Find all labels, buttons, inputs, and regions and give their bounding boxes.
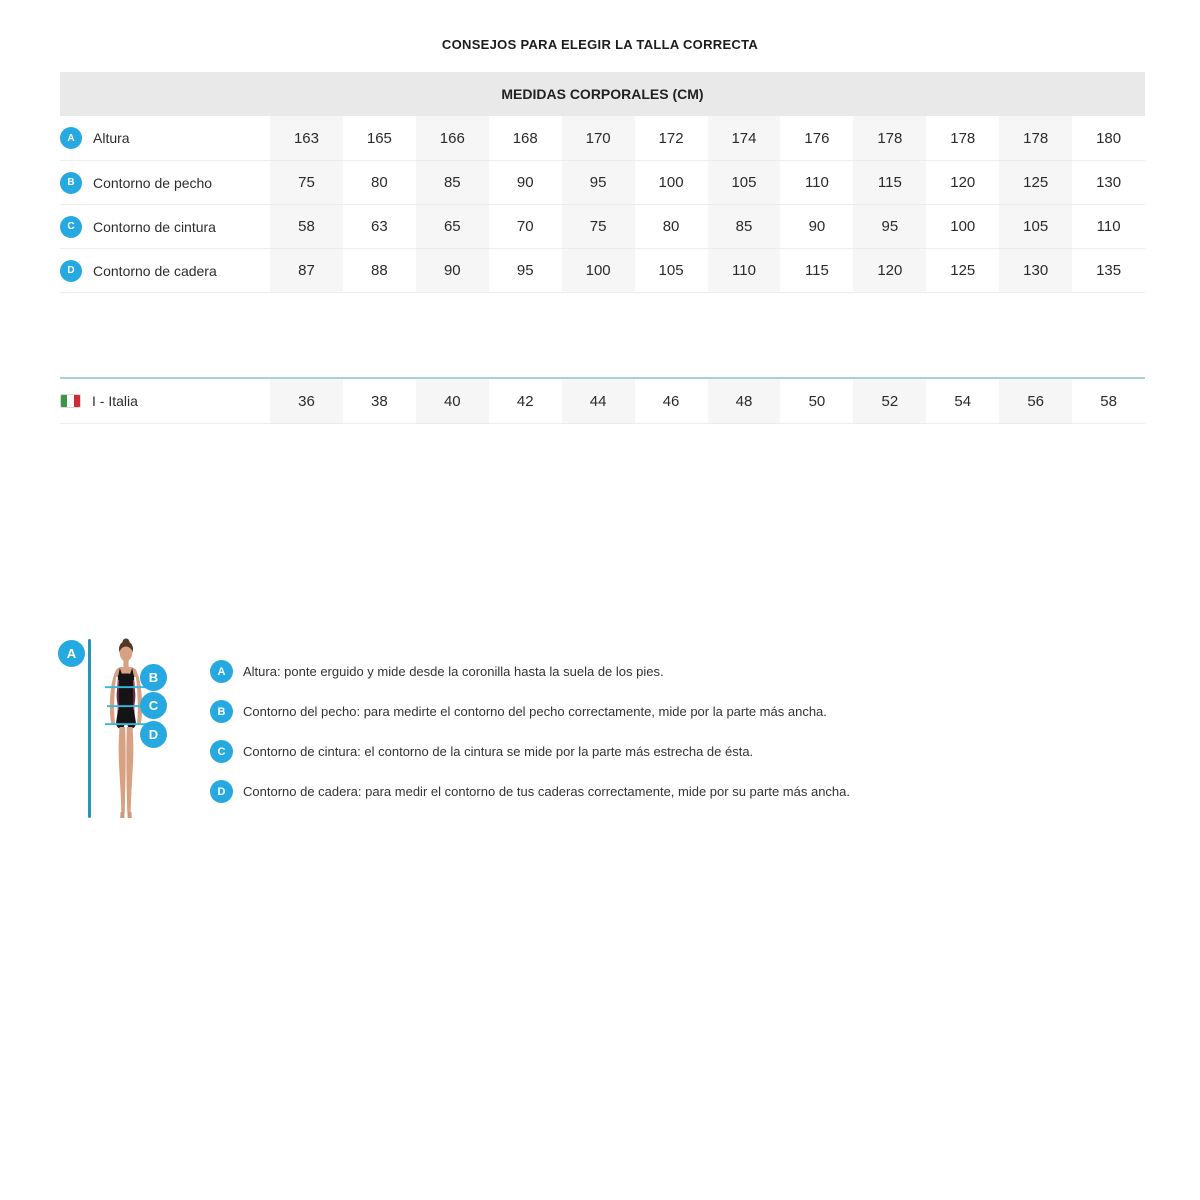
country-size-cell: 50 <box>808 392 826 410</box>
country-size-cell: 40 <box>416 379 489 423</box>
size-cell: 85 <box>416 161 489 204</box>
size-cell: 110 <box>708 249 781 292</box>
country-size-cell: 42 <box>516 392 534 410</box>
size-cell: 110 <box>1096 218 1121 235</box>
size-cell: 120 <box>950 174 976 191</box>
measure-letter-badge: B <box>60 172 82 194</box>
measure-letter-badge: D <box>60 260 82 282</box>
size-cell: 105 <box>708 161 781 204</box>
instruction-row-c <box>210 740 850 763</box>
country-size-cell: 38 <box>371 392 388 410</box>
size-cell: 75 <box>562 205 635 248</box>
size-cell: 90 <box>808 218 826 235</box>
size-cell: 100 <box>950 218 976 235</box>
size-cell: 125 <box>950 262 976 279</box>
size-cell: 178 <box>999 116 1072 160</box>
row-label-cell <box>60 249 270 292</box>
size-cell: 90 <box>516 174 534 191</box>
country-size-cell: 44 <box>562 379 635 423</box>
row-label: Contorno de cadera <box>93 262 217 279</box>
instruction-row-a <box>210 660 850 683</box>
size-cell: 115 <box>853 161 926 204</box>
size-cell: 163 <box>270 116 343 160</box>
size-cell: 95 <box>562 161 635 204</box>
figure-badge-b: B <box>140 664 167 691</box>
instruction-letter-badge: C <box>210 740 233 763</box>
size-cell: 170 <box>562 116 635 160</box>
figure-badge-a: A <box>58 640 85 667</box>
size-cell: 100 <box>562 249 635 292</box>
instruction-row-b <box>210 700 850 723</box>
instruction-text: Contorno del pecho: para medirte el contorno del pecho correctamente, mide por la parte más ancha. <box>243 704 827 719</box>
size-cell: 168 <box>512 129 538 147</box>
size-cell: 80 <box>371 174 388 191</box>
size-cell: 95 <box>516 262 534 279</box>
size-cell: 165 <box>366 129 392 147</box>
size-cell: 172 <box>658 129 684 147</box>
height-measure-line <box>88 639 91 818</box>
measurement-row-b <box>60 160 1145 204</box>
country-size-cell: 52 <box>853 379 926 423</box>
italy-flag-icon <box>60 394 81 408</box>
size-cell: 176 <box>804 129 830 147</box>
size-cell: 180 <box>1096 129 1122 147</box>
size-cell: 120 <box>853 249 926 292</box>
row-label: Altura <box>93 130 130 146</box>
measure-letter-badge: A <box>60 127 82 149</box>
size-cell: 90 <box>416 249 489 292</box>
instruction-letter-badge: D <box>210 780 233 803</box>
instruction-letter-badge: A <box>210 660 233 683</box>
country-size-cell: 36 <box>270 379 343 423</box>
size-cell: 75 <box>270 161 343 204</box>
row-label: Contorno de pecho <box>93 174 213 191</box>
figure-badge-c: C <box>140 692 167 719</box>
instruction-text: Contorno de cintura: el contorno de la cintura se mide por la parte más estrecha de ésta. <box>243 744 754 759</box>
country-label-cell <box>60 379 270 423</box>
size-cell: 178 <box>950 129 976 147</box>
size-cell: 110 <box>804 174 829 191</box>
size-cell: 65 <box>416 205 489 248</box>
size-cell: 178 <box>853 116 926 160</box>
size-cell: 63 <box>371 218 388 235</box>
size-cell: 130 <box>1096 174 1122 191</box>
page-title: CONSEJOS PARA ELEGIR LA TALLA CORRECTA <box>441 37 759 52</box>
country-size-row <box>60 377 1145 424</box>
country-size-cell: 58 <box>1100 392 1117 410</box>
country-size-cell: 54 <box>954 392 972 410</box>
size-cell: 70 <box>516 218 534 235</box>
instruction-text: Altura: ponte erguido y mide desde la coronilla hasta la suela de los pies. <box>243 664 664 679</box>
country-size-cell: 48 <box>708 379 781 423</box>
instruction-text: Contorno de cadera: para medir el contorno de tus caderas correctamente, mide por su parte más ancha. <box>243 784 850 799</box>
country-size-cell: 56 <box>999 379 1072 423</box>
size-cell: 105 <box>999 205 1072 248</box>
size-cell: 88 <box>371 262 388 279</box>
figure-badge-d: D <box>140 721 167 748</box>
row-label-cell <box>60 205 270 248</box>
size-cell: 174 <box>708 116 781 160</box>
table-header: MEDIDAS CORPORALES (CM) <box>60 72 1145 116</box>
instruction-row-d <box>210 780 850 803</box>
measurement-row-d <box>60 248 1145 292</box>
size-cell: 135 <box>1096 262 1122 279</box>
size-cell: 100 <box>658 174 684 191</box>
size-cell: 105 <box>658 262 684 279</box>
instructions-list <box>210 660 850 803</box>
row-label: Contorno de cintura <box>93 218 216 235</box>
instruction-letter-badge: B <box>210 700 233 723</box>
country-size-cell: 46 <box>662 392 680 410</box>
country-values <box>270 379 1145 423</box>
measurement-row-a <box>60 116 1145 160</box>
body-measurements-table <box>60 72 1145 293</box>
measure-letter-badge: C <box>60 216 82 238</box>
row-label-cell <box>60 116 270 160</box>
size-cell: 115 <box>804 262 829 279</box>
row-label-cell <box>60 161 270 204</box>
size-cell: 80 <box>662 218 680 235</box>
size-cell: 87 <box>270 249 343 292</box>
size-cell: 125 <box>999 161 1072 204</box>
size-cell: 166 <box>416 116 489 160</box>
size-cell: 85 <box>708 205 781 248</box>
table-rows <box>60 116 1145 293</box>
country-label: I - Italia <box>92 393 138 409</box>
measurement-row-c <box>60 204 1145 248</box>
size-cell: 58 <box>270 205 343 248</box>
size-cell: 95 <box>853 205 926 248</box>
size-cell: 130 <box>999 249 1072 292</box>
